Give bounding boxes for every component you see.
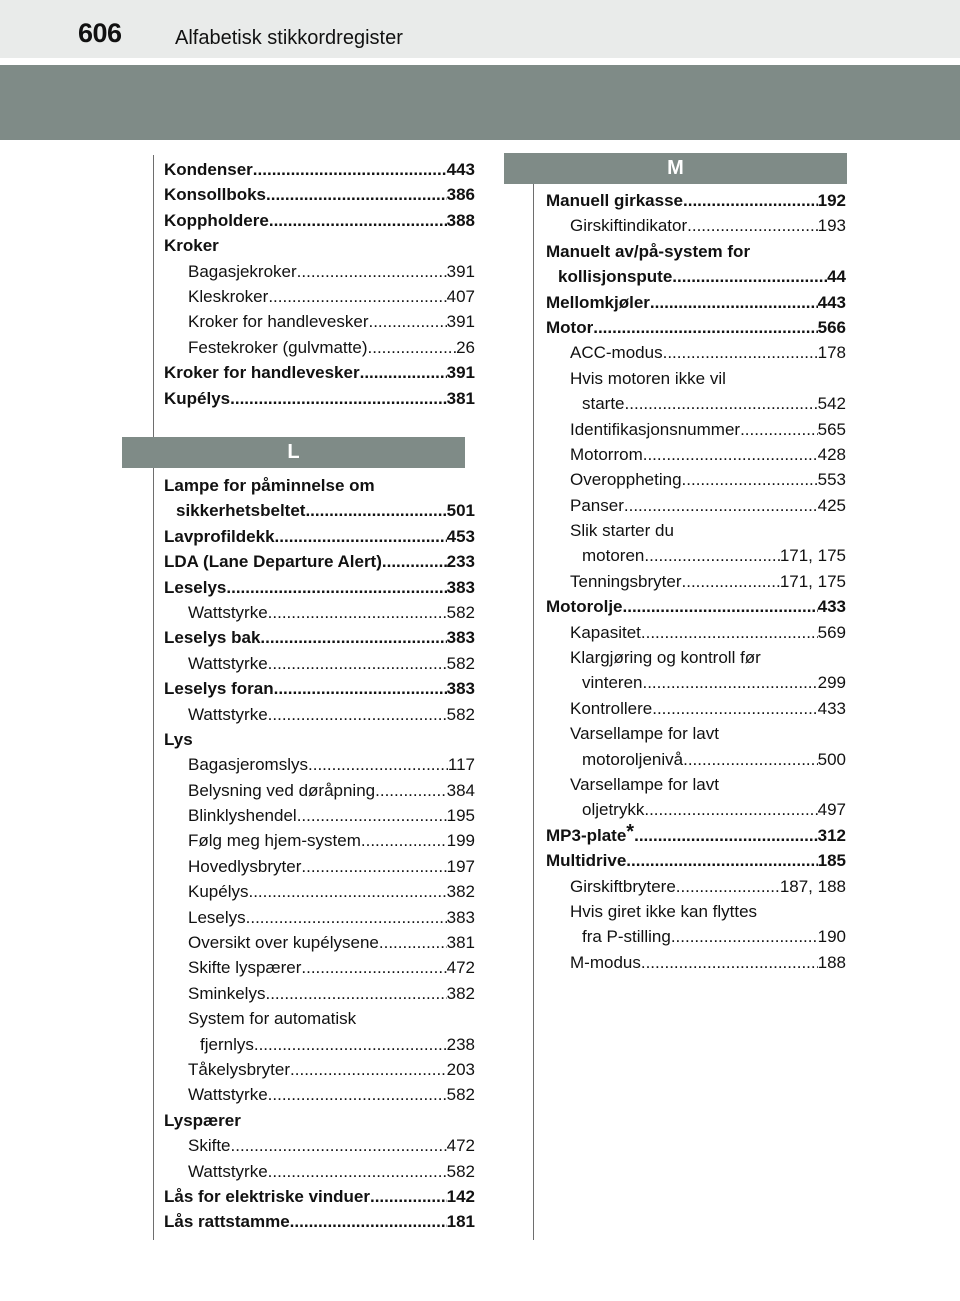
leader-dots bbox=[248, 879, 446, 904]
leader-dots bbox=[266, 182, 447, 207]
index-entry bbox=[546, 899, 846, 924]
page-reference: 553 bbox=[817, 470, 846, 490]
page-reference: 497 bbox=[817, 800, 846, 820]
page-reference: 381 bbox=[446, 388, 475, 408]
page-reference: 193 bbox=[817, 216, 846, 236]
page-reference: 187, 188 bbox=[779, 876, 846, 896]
index-term: Motorrom bbox=[570, 444, 643, 464]
page-reference: 171, 175 bbox=[779, 571, 846, 591]
page-reference: 443 bbox=[817, 292, 846, 312]
index-term: fra P-stilling bbox=[582, 927, 671, 947]
page-reference: 199 bbox=[446, 831, 475, 851]
page-reference: 117 bbox=[447, 755, 475, 775]
index-entry bbox=[164, 981, 475, 1006]
leader-dots bbox=[663, 340, 818, 365]
index-term: Følg meg hjem-system bbox=[188, 831, 361, 851]
index-entry bbox=[164, 575, 475, 600]
index-term: Panser bbox=[570, 495, 624, 515]
index-entry bbox=[164, 702, 475, 727]
index-entry bbox=[546, 848, 846, 873]
index-entry bbox=[546, 820, 846, 848]
asterisk-icon: * bbox=[626, 820, 635, 843]
index-entry bbox=[546, 696, 846, 721]
index-term: Leselys bbox=[188, 907, 246, 927]
index-term: Lås for elektriske vinduer bbox=[164, 1186, 370, 1206]
index-term: Bagasjekroker bbox=[188, 261, 297, 281]
index-entry bbox=[546, 315, 846, 340]
index-entry bbox=[546, 518, 846, 543]
page-title: Alfabetisk stikkordregister bbox=[175, 27, 403, 49]
page-reference: 192 bbox=[817, 191, 846, 210]
page-reference: 386 bbox=[446, 185, 475, 205]
leader-dots bbox=[368, 335, 457, 360]
page-reference: 181 bbox=[446, 1212, 475, 1232]
leader-dots bbox=[641, 950, 818, 975]
index-entry bbox=[546, 391, 846, 416]
leader-dots bbox=[626, 848, 817, 873]
page-reference: 501 bbox=[446, 501, 475, 521]
page-reference: 569 bbox=[817, 622, 846, 642]
page-reference: 178 bbox=[817, 343, 846, 363]
index-term: Varsellampe for lavt bbox=[570, 774, 719, 794]
index-term: fjernlys bbox=[200, 1034, 254, 1054]
page-reference: 190 bbox=[817, 927, 846, 947]
leader-dots bbox=[268, 284, 446, 309]
leader-dots bbox=[308, 752, 448, 777]
page-reference: 453 bbox=[446, 526, 475, 546]
index-entry bbox=[546, 543, 846, 568]
index-entry bbox=[164, 473, 475, 498]
leader-dots bbox=[297, 259, 447, 284]
index-term: Motorolje bbox=[546, 597, 623, 617]
index-term: Girskiftindikator bbox=[570, 216, 688, 236]
index-entry bbox=[164, 233, 475, 258]
page-reference: 26 bbox=[456, 337, 475, 357]
leader-dots bbox=[254, 1032, 447, 1057]
index-term: Motor bbox=[546, 317, 594, 337]
index-entry bbox=[164, 1184, 475, 1209]
page-reference: 383 bbox=[446, 628, 475, 648]
index-column-1-top bbox=[164, 157, 475, 411]
index-entry bbox=[546, 569, 846, 594]
index-term: MP3-plate bbox=[546, 825, 627, 845]
leader-dots bbox=[230, 386, 446, 411]
index-term: Hovedlysbryter bbox=[188, 856, 302, 876]
index-term: M-modus bbox=[570, 952, 641, 972]
leader-dots bbox=[382, 549, 447, 574]
index-entry bbox=[546, 366, 846, 391]
leader-dots bbox=[593, 315, 817, 340]
page-reference: 238 bbox=[446, 1034, 475, 1054]
index-term: vinteren bbox=[582, 673, 643, 693]
index-entry bbox=[164, 524, 475, 549]
index-term: Mellomkjøler bbox=[546, 292, 650, 312]
index-entry bbox=[164, 955, 475, 980]
leader-dots bbox=[290, 1057, 447, 1082]
index-entry bbox=[546, 670, 846, 695]
index-entry bbox=[546, 239, 846, 264]
section-header-m: M bbox=[504, 153, 847, 184]
index-term: Wattstyrke bbox=[188, 1161, 268, 1181]
index-term: oljetrykk bbox=[582, 800, 645, 820]
page-reference: 142 bbox=[446, 1186, 475, 1206]
index-entry bbox=[164, 1032, 475, 1057]
index-term: motoren bbox=[582, 546, 645, 566]
page-reference: 582 bbox=[446, 653, 475, 673]
leader-dots bbox=[253, 157, 447, 182]
leader-dots bbox=[644, 543, 779, 568]
index-entry bbox=[546, 772, 846, 797]
page-reference: 443 bbox=[446, 160, 475, 179]
page-reference: 565 bbox=[817, 419, 846, 439]
leader-dots bbox=[634, 823, 818, 848]
index-entry bbox=[164, 828, 475, 853]
index-entry bbox=[164, 182, 475, 207]
index-entry bbox=[164, 1159, 475, 1184]
leader-dots bbox=[687, 213, 817, 238]
page-reference: 500 bbox=[817, 749, 846, 769]
page-reference: 582 bbox=[446, 704, 475, 724]
page-reference: 382 bbox=[446, 983, 475, 1003]
index-entry bbox=[546, 594, 846, 619]
index-term: Skifte bbox=[188, 1136, 231, 1156]
page-reference: 188 bbox=[817, 952, 846, 972]
index-entry bbox=[164, 930, 475, 955]
index-entry bbox=[164, 651, 475, 676]
index-entry bbox=[164, 727, 475, 752]
page-header bbox=[0, 0, 960, 58]
index-entry bbox=[546, 620, 846, 645]
index-entry bbox=[164, 752, 475, 777]
index-term: Wattstyrke bbox=[188, 653, 268, 673]
index-term: Hvis motoren ikke vil bbox=[570, 368, 726, 388]
page-reference: 433 bbox=[817, 597, 846, 617]
leader-dots bbox=[305, 498, 446, 523]
index-term: Manuelt av/på-system for bbox=[546, 241, 751, 261]
leader-dots bbox=[644, 797, 817, 822]
page-reference: 407 bbox=[446, 286, 475, 306]
leader-dots bbox=[379, 930, 447, 955]
index-entry bbox=[164, 803, 475, 828]
index-term: Skifte lyspærer bbox=[188, 958, 302, 978]
index-term: Slik starter du bbox=[570, 521, 674, 541]
index-term: Lampe for påminnelse om bbox=[164, 476, 375, 495]
index-term: Kroker bbox=[164, 236, 219, 256]
index-term: Kontrollere bbox=[570, 698, 653, 718]
index-entry bbox=[546, 290, 846, 315]
index-term: Kupélys bbox=[188, 882, 249, 902]
index-term: Wattstyrke bbox=[188, 602, 268, 622]
page-reference: 383 bbox=[446, 577, 475, 597]
index-term: ACC-modus bbox=[570, 343, 663, 363]
index-term: Kupélys bbox=[164, 388, 231, 408]
page-reference: 171, 175 bbox=[779, 546, 846, 566]
page-reference: 388 bbox=[446, 210, 475, 230]
index-entry bbox=[546, 340, 846, 365]
leader-dots bbox=[260, 625, 446, 650]
leader-dots bbox=[682, 569, 780, 594]
page-reference: 299 bbox=[817, 673, 846, 693]
index-term: Leselys bak bbox=[164, 628, 261, 648]
page-reference: 384 bbox=[446, 780, 475, 800]
index-term: motoroljenivå bbox=[582, 749, 684, 769]
leader-dots bbox=[275, 524, 447, 549]
index-entry bbox=[546, 747, 846, 772]
page-reference: 391 bbox=[446, 363, 475, 383]
page-reference: 472 bbox=[446, 1136, 475, 1156]
index-term: Kleskroker bbox=[188, 286, 269, 306]
leader-dots bbox=[301, 854, 446, 879]
page-reference: 582 bbox=[446, 1161, 475, 1181]
index-entry bbox=[164, 284, 475, 309]
page-reference: 391 bbox=[446, 312, 475, 332]
page-reference: 472 bbox=[446, 958, 475, 978]
index-term: Kapasitet bbox=[570, 622, 641, 642]
index-entry bbox=[164, 157, 475, 182]
index-term: LDA (Lane Departure Alert) bbox=[164, 552, 382, 572]
page-reference: 383 bbox=[446, 679, 475, 699]
index-term: starte bbox=[582, 394, 625, 414]
index-term: Tåkelysbryter bbox=[188, 1059, 291, 1079]
leader-dots bbox=[370, 1184, 447, 1209]
leader-dots bbox=[625, 391, 818, 416]
page-reference: 44 bbox=[827, 267, 846, 287]
index-entry bbox=[546, 467, 846, 492]
index-entry bbox=[546, 188, 846, 213]
index-entry bbox=[164, 905, 475, 930]
index-entry bbox=[164, 309, 475, 334]
page-reference: 582 bbox=[446, 602, 475, 622]
index-column-2-m bbox=[546, 188, 846, 975]
index-entry bbox=[164, 854, 475, 879]
index-term: kollisjonspute bbox=[558, 267, 673, 287]
leader-dots bbox=[268, 1082, 447, 1107]
leader-dots bbox=[297, 803, 447, 828]
leader-dots bbox=[368, 309, 446, 334]
leader-dots bbox=[682, 467, 818, 492]
index-term: Lavprofildekk bbox=[164, 526, 275, 546]
index-term: Konsollboks bbox=[164, 185, 267, 205]
index-term: Tenningsbryter bbox=[570, 571, 682, 591]
leader-dots bbox=[246, 905, 447, 930]
index-term: Hvis giret ikke kan flyttes bbox=[570, 901, 758, 921]
page-reference: 433 bbox=[817, 698, 846, 718]
index-term: Wattstyrke bbox=[188, 704, 268, 724]
index-term: Overoppheting bbox=[570, 470, 682, 490]
index-term: Manuell girkasse bbox=[546, 191, 684, 210]
index-entry bbox=[164, 1209, 475, 1234]
index-entry bbox=[164, 386, 475, 411]
index-entry bbox=[546, 874, 846, 899]
index-term: Kondenser bbox=[164, 160, 253, 179]
index-term: Identifikasjonsnummer bbox=[570, 419, 741, 439]
index-entry bbox=[164, 1006, 475, 1031]
page-reference: 312 bbox=[817, 825, 846, 845]
index-term: Oversikt over kupélysene bbox=[188, 933, 379, 953]
leader-dots bbox=[652, 696, 817, 721]
page-reference: 203 bbox=[446, 1059, 475, 1079]
leader-dots bbox=[672, 264, 827, 289]
index-entry bbox=[546, 950, 846, 975]
leader-dots bbox=[683, 188, 818, 213]
leader-dots bbox=[650, 290, 818, 315]
page-reference: 566 bbox=[817, 317, 846, 337]
index-column-1-l bbox=[164, 473, 475, 1235]
leader-dots bbox=[231, 1133, 447, 1158]
index-entry bbox=[546, 213, 846, 238]
index-entry bbox=[164, 360, 475, 385]
leader-dots bbox=[265, 981, 446, 1006]
index-entry bbox=[546, 442, 846, 467]
index-term: Varsellampe for lavt bbox=[570, 724, 719, 744]
index-term: Sminkelys bbox=[188, 983, 266, 1003]
index-entry bbox=[546, 264, 846, 289]
page-reference: 391 bbox=[446, 261, 475, 281]
index-entry bbox=[164, 259, 475, 284]
index-term: Blinklyshendel bbox=[188, 806, 297, 826]
index-entry bbox=[164, 549, 475, 574]
index-term: Belysning ved døråpning bbox=[188, 780, 376, 800]
index-term: System for automatisk bbox=[188, 1009, 357, 1029]
leader-dots bbox=[274, 676, 447, 701]
index-term: Koppholdere bbox=[164, 210, 269, 230]
index-term: Festekroker (gulvmatte) bbox=[188, 337, 368, 357]
page-reference: 381 bbox=[446, 933, 475, 953]
index-entry bbox=[164, 1082, 475, 1107]
header-band bbox=[0, 65, 960, 140]
index-entry bbox=[164, 625, 475, 650]
index-term: Klargjøring og kontroll før bbox=[570, 648, 761, 668]
index-entry bbox=[164, 778, 475, 803]
leader-dots bbox=[268, 651, 447, 676]
leader-dots bbox=[301, 955, 446, 980]
leader-dots bbox=[268, 1159, 447, 1184]
index-term: Kroker for handlevesker bbox=[188, 312, 369, 332]
page-reference: 425 bbox=[817, 495, 846, 515]
leader-dots bbox=[624, 493, 818, 518]
leader-dots bbox=[623, 594, 818, 619]
index-term: Kroker for handlevesker bbox=[164, 363, 360, 383]
leader-dots bbox=[740, 417, 818, 442]
page-reference: 542 bbox=[817, 394, 846, 414]
index-entry bbox=[164, 208, 475, 233]
index-entry bbox=[546, 417, 846, 442]
page-reference: 582 bbox=[446, 1085, 475, 1105]
leader-dots bbox=[375, 778, 447, 803]
index-term: Leselys bbox=[164, 577, 227, 597]
page-reference: 383 bbox=[446, 907, 475, 927]
index-entry bbox=[164, 498, 475, 523]
index-entry bbox=[164, 879, 475, 904]
leader-dots bbox=[360, 360, 447, 385]
leader-dots bbox=[671, 924, 818, 949]
index-term: Leselys foran bbox=[164, 679, 274, 699]
index-entry bbox=[164, 1108, 475, 1133]
leader-dots bbox=[676, 874, 780, 899]
page-reference: 195 bbox=[446, 806, 475, 826]
page-reference: 185 bbox=[817, 851, 846, 871]
index-term: Bagasjeromslys bbox=[188, 755, 308, 775]
index-term: Lys bbox=[164, 729, 193, 749]
leader-dots bbox=[290, 1209, 447, 1234]
section-header-l: L bbox=[122, 437, 465, 468]
page-reference: 197 bbox=[446, 856, 475, 876]
leader-dots bbox=[683, 747, 818, 772]
index-term: Wattstyrke bbox=[188, 1085, 268, 1105]
leader-dots bbox=[361, 828, 447, 853]
page-reference: 233 bbox=[446, 552, 475, 572]
leader-dots bbox=[641, 620, 818, 645]
index-term: sikkerhetsbeltet bbox=[176, 501, 306, 521]
leader-dots bbox=[268, 600, 447, 625]
index-entry bbox=[546, 721, 846, 746]
index-entry bbox=[546, 797, 846, 822]
index-entry bbox=[164, 600, 475, 625]
index-term: Multidrive bbox=[546, 851, 627, 871]
index-entry bbox=[546, 924, 846, 949]
index-entry bbox=[546, 645, 846, 670]
index-entry bbox=[164, 335, 475, 360]
leader-dots bbox=[226, 575, 446, 600]
index-entry bbox=[546, 493, 846, 518]
index-term: Lyspærer bbox=[164, 1110, 241, 1130]
leader-dots bbox=[269, 208, 447, 233]
index-term: Lås rattstamme bbox=[164, 1212, 290, 1232]
column-rule-left bbox=[153, 155, 154, 1240]
page-reference: 428 bbox=[817, 444, 846, 464]
page-reference: 382 bbox=[446, 882, 475, 902]
leader-dots bbox=[268, 702, 447, 727]
index-entry bbox=[164, 1057, 475, 1082]
index-entry bbox=[164, 676, 475, 701]
leader-dots bbox=[643, 442, 818, 467]
page-number: 606 bbox=[78, 18, 122, 48]
leader-dots bbox=[642, 670, 817, 695]
column-rule-middle bbox=[533, 155, 534, 1240]
index-entry bbox=[164, 1133, 475, 1158]
index-term: Girskiftbrytere bbox=[570, 876, 676, 896]
